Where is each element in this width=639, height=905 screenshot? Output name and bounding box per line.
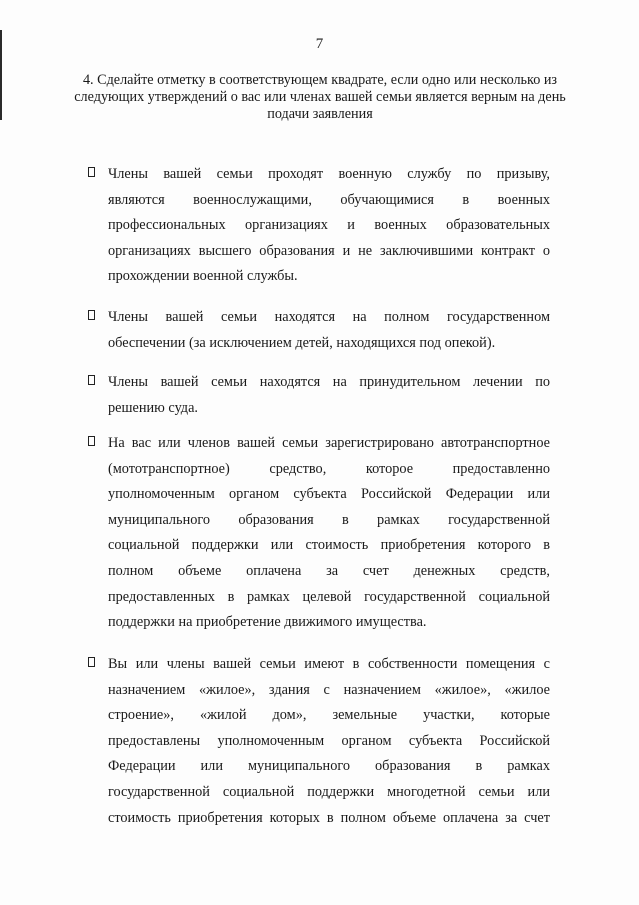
statement-line: решению суда. — [108, 399, 199, 416]
statement-line: Члены вашей семьи находятся на полном государственном — [108, 309, 550, 325]
statement-line: На вас или членов вашей семьи зарегистрировано автотранспортное — [108, 435, 550, 451]
statement-line: поддержки на приобретение движимого имущества. — [108, 614, 427, 631]
statement-line: предоставленных в рамках целевой государственной социальной — [108, 588, 550, 605]
statement-line: строение», «жилой дом», земельные участки, которые — [108, 707, 550, 724]
page-number: 7 — [315, 36, 324, 52]
statement-line: полном объеме оплачена за счет денежных средств, — [108, 562, 550, 579]
statement-line: муниципального образования в рамках государственной — [108, 511, 550, 528]
statement-line: Вы или члены вашей семьи имеют в собственности помещения с — [108, 656, 550, 672]
statement-line: Члены вашей семьи находятся на принудительном лечении по — [108, 374, 550, 390]
statement-line: обеспечении (за исключением детей, находящихся под опекой). — [108, 334, 496, 351]
checkbox-icon[interactable] — [88, 167, 95, 177]
statement-text — [108, 370, 550, 421]
section-heading: 4. Сделайте отметку в соответствующем квадрате, если одно или несколько из следующих утверждений о вас или членах вашей семьи является верным на день подачи заявления — [74, 72, 566, 122]
statement-line: предоставлены уполномоченным органом субъекта Российской — [108, 732, 550, 749]
statement-text — [108, 431, 550, 636]
statement-item-state-support — [88, 305, 550, 356]
statement-line: Члены вашей семьи проходят военную службу по призыву, — [108, 166, 550, 182]
statement-line: являются военнослужащими, обучающимися в военных — [108, 191, 550, 208]
statement-text — [108, 162, 550, 290]
statement-line: стоимость приобретения которых в полном объеме оплачена за счет — [108, 809, 550, 826]
statement-line: (мототранспортное) средство, которое предоставленно — [108, 460, 550, 477]
statement-text — [108, 652, 550, 831]
statement-line: организациях высшего образования и не заключившими контракт о — [108, 242, 550, 259]
checkbox-icon[interactable] — [88, 657, 95, 667]
statement-line: назначением «жилое», здания с назначением «жилое», «жилое — [108, 681, 550, 698]
checkbox-icon[interactable] — [88, 375, 95, 385]
statement-line: Федерации или муниципального образования в рамках — [108, 758, 550, 775]
checkbox-icon[interactable] — [88, 436, 95, 446]
statement-item-vehicle — [88, 431, 550, 636]
statement-item-housing-property — [88, 652, 550, 831]
statement-item-military-service — [88, 162, 550, 290]
statement-line: уполномоченным органом субъекта Российской Федерации или — [108, 486, 550, 503]
statement-line: прохождении военной службы. — [108, 268, 298, 285]
statement-text — [108, 305, 550, 356]
statement-line: социальной поддержки или стоимость приобретения которого в — [108, 537, 550, 554]
statement-line: государственной социальной поддержки многодетной семьи или — [108, 783, 550, 800]
statement-line: профессиональных организациях и военных образовательных — [108, 217, 550, 234]
statement-item-compulsory-treatment — [88, 370, 550, 421]
checkbox-icon[interactable] — [88, 310, 95, 320]
